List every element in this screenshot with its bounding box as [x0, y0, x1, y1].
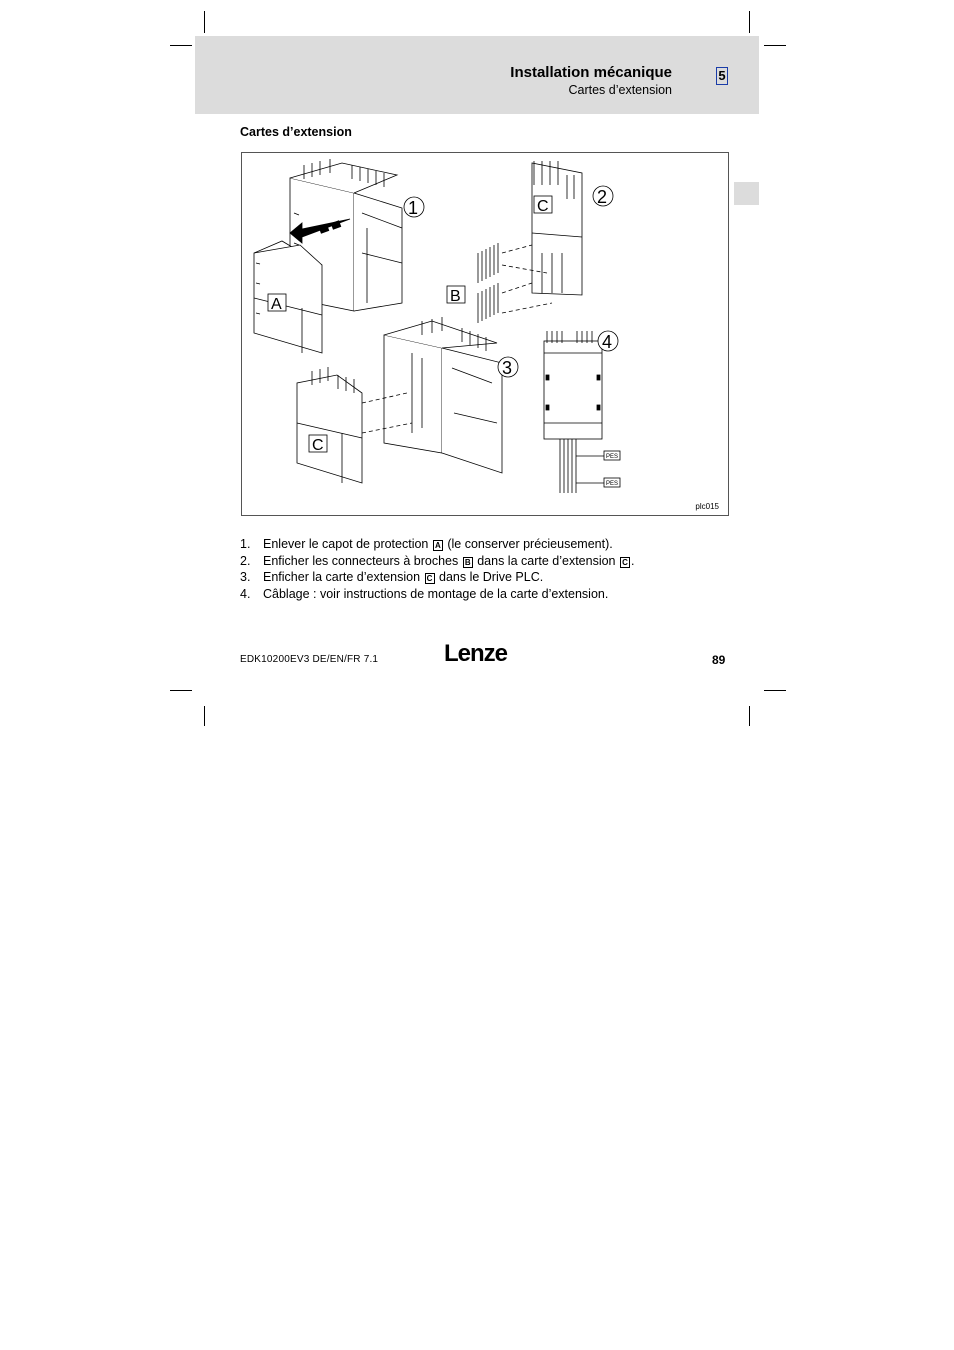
chapter-number-badge: 5	[716, 67, 728, 85]
step-number: 3.	[240, 570, 251, 585]
key-c-box: C	[425, 573, 435, 584]
side-thumb-tab	[734, 182, 759, 205]
key-c-label-top: C	[537, 198, 549, 215]
key-a-label: A	[271, 296, 282, 313]
key-b-label: B	[450, 288, 461, 305]
section-heading: Cartes d’extension	[240, 125, 352, 139]
crop-mark	[749, 706, 750, 726]
callout-2-label: 2	[597, 187, 608, 207]
step-number: 1.	[240, 537, 251, 551]
key-a-box: A	[433, 540, 443, 551]
instruction-list	[240, 536, 720, 603]
step-text: Enlever le capot de protection	[263, 537, 429, 551]
pes-label-bottom: PES	[606, 481, 619, 487]
step-number: 4.	[240, 587, 251, 602]
instruction-step	[240, 553, 720, 570]
step-text: dans la carte d’extension	[477, 553, 616, 568]
document-code: EDK10200EV3 DE/EN/FR 7.1	[240, 654, 379, 665]
wiring-diagram	[544, 331, 620, 493]
protection-cover-a	[254, 241, 322, 353]
step-text: .	[630, 553, 635, 568]
callout-1-label: 1	[408, 198, 419, 218]
crop-mark	[749, 11, 750, 33]
crop-mark	[204, 11, 205, 33]
key-c-box: C	[620, 557, 630, 568]
instruction-step	[240, 569, 720, 586]
key-b-box: B	[463, 557, 473, 568]
figure-id: plc015	[695, 502, 719, 511]
step-text: Enficher les connecteurs à broches	[263, 553, 459, 568]
crop-mark	[764, 45, 786, 46]
page-header	[195, 36, 759, 114]
callout-4-label: 4	[602, 332, 613, 352]
key-c-label-bottom: C	[312, 437, 324, 454]
crop-mark	[170, 690, 192, 691]
drive-plc-device-3	[384, 317, 502, 473]
installation-drawing	[242, 153, 728, 515]
extension-board-c	[532, 161, 582, 295]
callout-3-label: 3	[502, 358, 513, 378]
chapter-subtitle: Cartes d’extension	[568, 83, 672, 97]
step-number: 2.	[240, 553, 251, 568]
step-text: Câblage : voir instructions de montage de la carte d’extension.	[263, 587, 609, 602]
step-text: (le conserver précieusement).	[447, 537, 613, 551]
page-number: 89	[712, 653, 726, 667]
installation-figure	[241, 152, 729, 516]
crop-mark	[204, 706, 205, 726]
step-text: dans le Drive PLC.	[439, 570, 544, 585]
step-text: Enficher la carte d’extension	[263, 570, 421, 585]
crop-mark	[764, 690, 786, 691]
chapter-title: Installation mécanique	[510, 64, 672, 81]
instruction-step	[240, 536, 720, 553]
pes-label-top: PES	[606, 454, 619, 460]
instruction-step	[240, 586, 720, 603]
crop-mark	[170, 45, 192, 46]
lenze-logo: Lenze	[444, 640, 508, 667]
